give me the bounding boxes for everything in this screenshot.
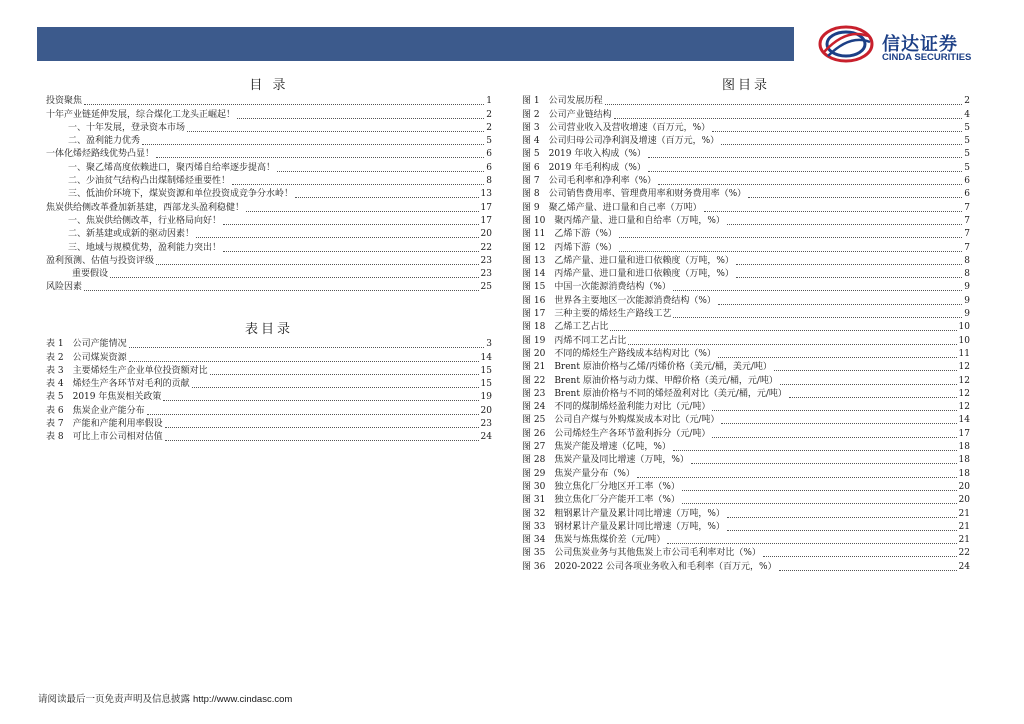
entry-label: 图 33 钢材累计产量及累计同比增速（万吨，%）	[522, 521, 725, 532]
toc-entry[interactable]	[46, 390, 492, 403]
toc-entry[interactable]	[522, 506, 970, 519]
toc-entry[interactable]	[522, 426, 970, 439]
dot-leader	[246, 211, 479, 212]
dot-leader	[721, 423, 956, 424]
entry-page-number: 17	[480, 215, 492, 226]
entry-label: 投资聚焦	[46, 96, 83, 107]
entry-page-number: 8	[964, 255, 970, 266]
dot-leader	[667, 543, 956, 544]
entry-label: 图 5 2019 年收入构成（%）	[522, 149, 646, 160]
dot-leader	[736, 277, 962, 278]
entry-page-number: 18	[958, 468, 970, 479]
toc-entry[interactable]	[46, 350, 492, 363]
entry-page-number: 8	[964, 269, 970, 280]
entry-label: 图 7 公司毛利率和净利率（%）	[522, 176, 657, 187]
entry-label: 图 11 乙烯下游（%）	[522, 229, 617, 240]
entry-page-number: 6	[486, 149, 492, 160]
entry-page-number: 15	[480, 365, 492, 376]
dot-leader	[712, 410, 956, 411]
toc-entry[interactable]	[46, 134, 492, 147]
toc-entry[interactable]	[522, 227, 970, 240]
entry-label: 图 19 丙烯不同工艺占比	[522, 335, 627, 346]
toc-entry[interactable]	[46, 430, 492, 443]
entry-page-number: 13	[480, 189, 492, 200]
toc-entry[interactable]	[46, 200, 492, 213]
toc-entry[interactable]	[46, 94, 492, 107]
entry-label: 表 8 可比上市公司相对估值	[46, 432, 163, 443]
entry-label: 图 34 焦炭与炼焦煤价差（元/吨）	[522, 535, 666, 546]
toc-entry[interactable]	[522, 187, 970, 200]
entry-label: 图 26 公司烯烃生产各环节盈利拆分（元/吨）	[522, 428, 711, 439]
toc-entry[interactable]	[522, 413, 970, 426]
logo-swirl-icon	[816, 22, 876, 66]
toc-entry[interactable]	[522, 107, 970, 120]
dot-leader	[223, 224, 479, 225]
entry-label: 图 31 独立焦化厂分产能开工率（%）	[522, 495, 680, 506]
toc-entry[interactable]	[522, 200, 970, 213]
dot-leader	[727, 530, 957, 531]
dot-leader	[129, 347, 485, 348]
dot-leader	[727, 224, 962, 225]
entry-label: 图 14 丙烯产量、进口量和进口依赖度（万吨，%）	[522, 269, 734, 280]
toc-entry[interactable]	[46, 377, 492, 390]
toc-entry[interactable]	[522, 267, 970, 280]
dot-leader	[712, 437, 956, 438]
entry-label: 图 32 粗钢累计产量及累计同比增速（万吨，%）	[522, 508, 725, 519]
toc-entry[interactable]	[522, 240, 970, 253]
dot-leader	[163, 400, 478, 401]
entry-label: 三、低油价环境下，煤炭资源和单位投资成竞争分水岭！	[68, 189, 294, 200]
entry-page-number: 22	[480, 242, 492, 253]
dot-leader	[658, 184, 962, 185]
toc-entry[interactable]	[46, 254, 492, 267]
dot-leader	[748, 197, 962, 198]
entry-label: 图 35 公司焦炭业务与其他焦炭上市公司毛利率对比（%）	[522, 548, 761, 559]
entry-label: 图 24 不同的煤制烯烃盈利能力对比（元/吨）	[522, 402, 711, 413]
toc-entry[interactable]	[522, 466, 970, 479]
toc-entry[interactable]	[46, 240, 492, 253]
dot-leader	[789, 397, 957, 398]
toc-entry[interactable]	[522, 320, 970, 333]
dot-leader	[295, 197, 479, 198]
entry-page-number: 20	[958, 495, 970, 506]
dot-leader	[610, 330, 956, 331]
entry-page-number: 8	[486, 176, 492, 187]
entry-label: 图 20 不同的烯烃生产路线成本结构对比（%）	[522, 348, 716, 359]
dot-leader	[648, 171, 962, 172]
toc-entry[interactable]	[46, 187, 492, 200]
toc-entry[interactable]	[522, 333, 970, 346]
entry-page-number: 15	[480, 379, 492, 390]
entry-page-number: 7	[964, 215, 970, 226]
toc-entry[interactable]	[522, 440, 970, 453]
dot-leader	[619, 237, 962, 238]
dot-leader	[763, 556, 957, 557]
toc-entry[interactable]	[46, 364, 492, 377]
entry-page-number: 12	[958, 375, 970, 386]
dot-leader	[187, 131, 484, 132]
entry-label: 表 4 烯烃生产各环节对毛利的贡献	[46, 379, 190, 390]
entry-label: 图 6 2019 年毛利构成（%）	[522, 162, 646, 173]
entry-page-number: 6	[964, 176, 970, 187]
entry-page-number: 18	[958, 442, 970, 453]
entry-label: 风险因素	[46, 282, 83, 293]
dot-leader	[165, 440, 479, 441]
entry-page-number: 2	[486, 109, 492, 120]
dot-leader	[277, 171, 484, 172]
dot-leader	[147, 414, 479, 415]
dot-leader	[673, 290, 962, 291]
toc-entry[interactable]	[522, 493, 970, 506]
toc-entry[interactable]	[46, 174, 492, 187]
dot-leader	[779, 570, 957, 571]
entry-page-number: 10	[958, 335, 970, 346]
entry-page-number: 5	[964, 136, 970, 147]
entry-page-number: 21	[958, 508, 970, 519]
toc-entry[interactable]	[522, 94, 970, 107]
entry-page-number: 19	[480, 392, 492, 403]
entry-label: 图 16 世界各主要地区一次能源消费结构（%）	[522, 295, 716, 306]
entry-page-number: 22	[958, 548, 970, 559]
dot-leader	[704, 211, 963, 212]
entry-page-number: 1	[486, 96, 492, 107]
entry-label: 图 13 乙烯产量、进口量和进口依赖度（万吨，%）	[522, 255, 734, 266]
entry-page-number: 20	[480, 405, 492, 416]
dot-leader	[673, 317, 962, 318]
toc-entry[interactable]	[522, 134, 970, 147]
entry-page-number: 14	[958, 415, 970, 426]
entry-label: 重要假设	[72, 269, 109, 280]
dot-leader	[156, 157, 484, 158]
dot-leader	[691, 463, 957, 464]
toc-list	[46, 94, 492, 293]
toc-entry[interactable]	[522, 214, 970, 227]
dot-leader	[682, 503, 957, 504]
table-list-title: 表目录	[244, 322, 293, 337]
footer-url-link[interactable]: http://www.cindasc.com	[193, 694, 293, 705]
toc-entry[interactable]	[46, 417, 492, 430]
company-logo	[816, 22, 996, 66]
entry-page-number: 24	[480, 432, 492, 443]
entry-page-number: 21	[958, 521, 970, 532]
entry-page-number: 3	[486, 339, 492, 350]
figure-list-title: 图目录	[721, 78, 770, 93]
entry-label: 图 18 乙烯工艺占比	[522, 322, 609, 333]
table-list	[46, 337, 492, 443]
entry-label: 图 25 公司自产煤与外购煤炭成本对比（元/吨）	[522, 415, 720, 426]
entry-page-number: 12	[958, 362, 970, 373]
toc-entry[interactable]	[522, 347, 970, 360]
dot-leader	[192, 387, 479, 388]
entry-page-number: 9	[964, 309, 970, 320]
toc-entry[interactable]	[522, 387, 970, 400]
entry-page-number: 23	[480, 269, 492, 280]
dot-leader	[718, 304, 962, 305]
dot-leader	[727, 517, 957, 518]
entry-page-number: 9	[964, 282, 970, 293]
entry-page-number: 5	[964, 122, 970, 133]
entry-page-number: 2	[486, 122, 492, 133]
entry-page-number: 7	[964, 202, 970, 213]
entry-page-number: 9	[964, 295, 970, 306]
entry-label: 图 4 公司归母公司净利润及增速（百万元，%）	[522, 136, 720, 147]
dot-leader	[605, 104, 963, 105]
toc-entry[interactable]	[522, 307, 970, 320]
toc-entry[interactable]	[522, 559, 970, 572]
dot-leader	[673, 450, 957, 451]
toc-entry[interactable]	[46, 267, 492, 280]
entry-label: 图 1 公司发展历程	[522, 96, 603, 107]
toc-entry[interactable]	[522, 453, 970, 466]
entry-page-number: 12	[958, 388, 970, 399]
entry-label: 图 29 焦炭产量分布（%）	[522, 468, 635, 479]
toc-entry[interactable]	[46, 121, 492, 134]
entry-label: 图 15 中国一次能源消费结构（%）	[522, 282, 671, 293]
entry-page-number: 11	[958, 348, 970, 359]
dot-leader	[648, 157, 962, 158]
dot-leader	[210, 374, 479, 375]
entry-page-number: 4	[964, 109, 970, 120]
header-bar	[37, 27, 794, 61]
toc-entry[interactable]	[46, 280, 492, 293]
entry-label: 图 23 Brent 原油价格与不同的烯烃盈利对比（美元/桶，元/吨）	[522, 388, 787, 399]
toc-entry[interactable]	[522, 293, 970, 306]
entry-page-number: 6	[486, 162, 492, 173]
logo-english-text: CINDA SECURITIES	[882, 52, 972, 63]
dot-leader	[142, 144, 484, 145]
entry-page-number: 20	[958, 481, 970, 492]
toc-entry[interactable]	[522, 254, 970, 267]
toc-entry[interactable]	[522, 160, 970, 173]
entry-label: 表 2 公司煤炭资源	[46, 352, 127, 363]
entry-page-number: 23	[480, 255, 492, 266]
dot-leader	[721, 144, 962, 145]
footer	[38, 691, 292, 705]
dot-leader	[156, 264, 479, 265]
entry-page-number: 7	[964, 242, 970, 253]
entry-label: 表 7 产能和产能利用率假设	[46, 419, 163, 430]
entry-label: 图 8 公司销售费用率、管理费用率和财务费用率（%）	[522, 189, 747, 200]
entry-label: 二、盈利能力优秀	[68, 136, 141, 147]
entry-page-number: 14	[480, 352, 492, 363]
entry-label: 二、新基建或成新的驱动因素！	[68, 229, 195, 240]
entry-page-number: 5	[964, 162, 970, 173]
toc-entry[interactable]	[46, 160, 492, 173]
entry-page-number: 2	[964, 96, 970, 107]
dot-leader	[682, 490, 957, 491]
entry-label: 图 9 聚乙烯产量、进口量和自己率（万吨）	[522, 202, 702, 213]
toc-entry[interactable]	[522, 147, 970, 160]
toc-entry[interactable]	[522, 400, 970, 413]
entry-label: 图 12 丙烯下游（%）	[522, 242, 617, 253]
entry-page-number: 23	[480, 419, 492, 430]
toc-entry[interactable]	[522, 373, 970, 386]
entry-page-number: 10	[958, 322, 970, 333]
entry-label: 十年产业链延伸发展，综合煤化工龙头正崛起！	[46, 109, 236, 120]
dot-leader	[774, 370, 957, 371]
dot-leader	[712, 131, 962, 132]
toc-entry[interactable]	[46, 337, 492, 350]
dot-leader	[223, 251, 479, 252]
entry-label: 图 22 Brent 原油价格与动力煤、甲醇价格（美元/桶，元/吨）	[522, 375, 778, 386]
entry-label: 表 6 焦炭企业产能分布	[46, 405, 145, 416]
dot-leader	[196, 237, 479, 238]
entry-label: 图 3 公司营业收入及营收增速（百万元，%）	[522, 122, 711, 133]
entry-label: 一、聚乙烯高度依赖进口，聚丙烯自给率逐步提高！	[68, 162, 276, 173]
entry-page-number: 24	[958, 561, 970, 572]
toc-entry[interactable]	[46, 227, 492, 240]
entry-label: 焦炭供给侧改革叠加新基建，西部龙头盈利稳健！	[46, 202, 245, 213]
dot-leader	[736, 264, 962, 265]
entry-label: 图 17 三种主要的烯烃生产路线工艺	[522, 309, 672, 320]
entry-page-number: 21	[958, 535, 970, 546]
entry-label: 图 36 2020-2022 公司各项业务收入和毛利率（百万元，%）	[522, 561, 777, 572]
figure-list	[522, 94, 970, 573]
dot-leader	[232, 184, 484, 185]
entry-label: 盈利预测、估值与投资评级	[46, 255, 155, 266]
entry-label: 图 21 Brent 原油价格与乙烯/丙烯价格（美元/桶，美元/吨）	[522, 362, 772, 373]
entry-label: 一体化烯烃路线优势凸显！	[46, 149, 155, 160]
toc-entry[interactable]	[46, 214, 492, 227]
entry-label: 图 30 独立焦化厂分地区开工率（%）	[522, 481, 680, 492]
entry-label: 二、少油贫气结构凸出煤制烯烃重要性！	[68, 176, 231, 187]
entry-label: 图 2 公司产业链结构	[522, 109, 612, 120]
logo-chinese-text: 信达证券	[882, 34, 958, 55]
toc-entry[interactable]	[522, 280, 970, 293]
entry-label: 表 1 公司产能情况	[46, 339, 127, 350]
dot-leader	[84, 290, 479, 291]
toc-entry[interactable]	[522, 360, 970, 373]
entry-page-number: 7	[964, 229, 970, 240]
toc-entry[interactable]	[522, 533, 970, 546]
dot-leader	[237, 118, 484, 119]
dot-leader	[84, 104, 484, 105]
toc-entry[interactable]	[46, 107, 492, 120]
entry-label: 表 3 主要烯烃生产企业单位投资额对比	[46, 365, 208, 376]
dot-leader	[110, 277, 479, 278]
entry-page-number: 5	[486, 136, 492, 147]
dot-leader	[619, 251, 962, 252]
toc-entry[interactable]	[522, 480, 970, 493]
entry-label: 一、焦炭供给侧改革，行业格局向好！	[68, 215, 222, 226]
footer-disclaimer: 请阅读最后一页免责声明及信息披露	[38, 694, 191, 705]
dot-leader	[129, 361, 479, 362]
dot-leader	[628, 344, 956, 345]
toc-entry[interactable]	[522, 121, 970, 134]
dot-leader	[718, 357, 957, 358]
dot-leader	[614, 118, 963, 119]
dot-leader	[637, 477, 957, 478]
entry-label: 图 10 聚丙烯产量、进口量和自给率（万吨，%）	[522, 215, 725, 226]
entry-page-number: 6	[964, 189, 970, 200]
entry-page-number: 17	[480, 202, 492, 213]
entry-label: 三、地域与规模优势，盈利能力突出！	[68, 242, 222, 253]
dot-leader	[165, 427, 479, 428]
entry-label: 表 5 2019 年焦炭相关政策	[46, 392, 162, 403]
entry-page-number: 18	[958, 455, 970, 466]
entry-page-number: 17	[958, 428, 970, 439]
toc-entry[interactable]	[46, 147, 492, 160]
entry-page-number: 5	[964, 149, 970, 160]
entry-page-number: 12	[958, 402, 970, 413]
toc-entry[interactable]	[46, 403, 492, 416]
toc-entry[interactable]	[522, 520, 970, 533]
dot-leader	[780, 384, 957, 385]
entry-label: 一、十年发展，登录资本市场	[68, 122, 186, 133]
entry-label: 图 28 焦炭产量及同比增速（万吨，%）	[522, 455, 689, 466]
toc-title: 目 录	[249, 78, 289, 93]
entry-page-number: 25	[480, 282, 492, 293]
entry-label: 图 27 焦炭产能及增速（亿吨，%）	[522, 442, 671, 453]
toc-entry[interactable]	[522, 546, 970, 559]
toc-entry[interactable]	[522, 174, 970, 187]
entry-page-number: 20	[480, 229, 492, 240]
